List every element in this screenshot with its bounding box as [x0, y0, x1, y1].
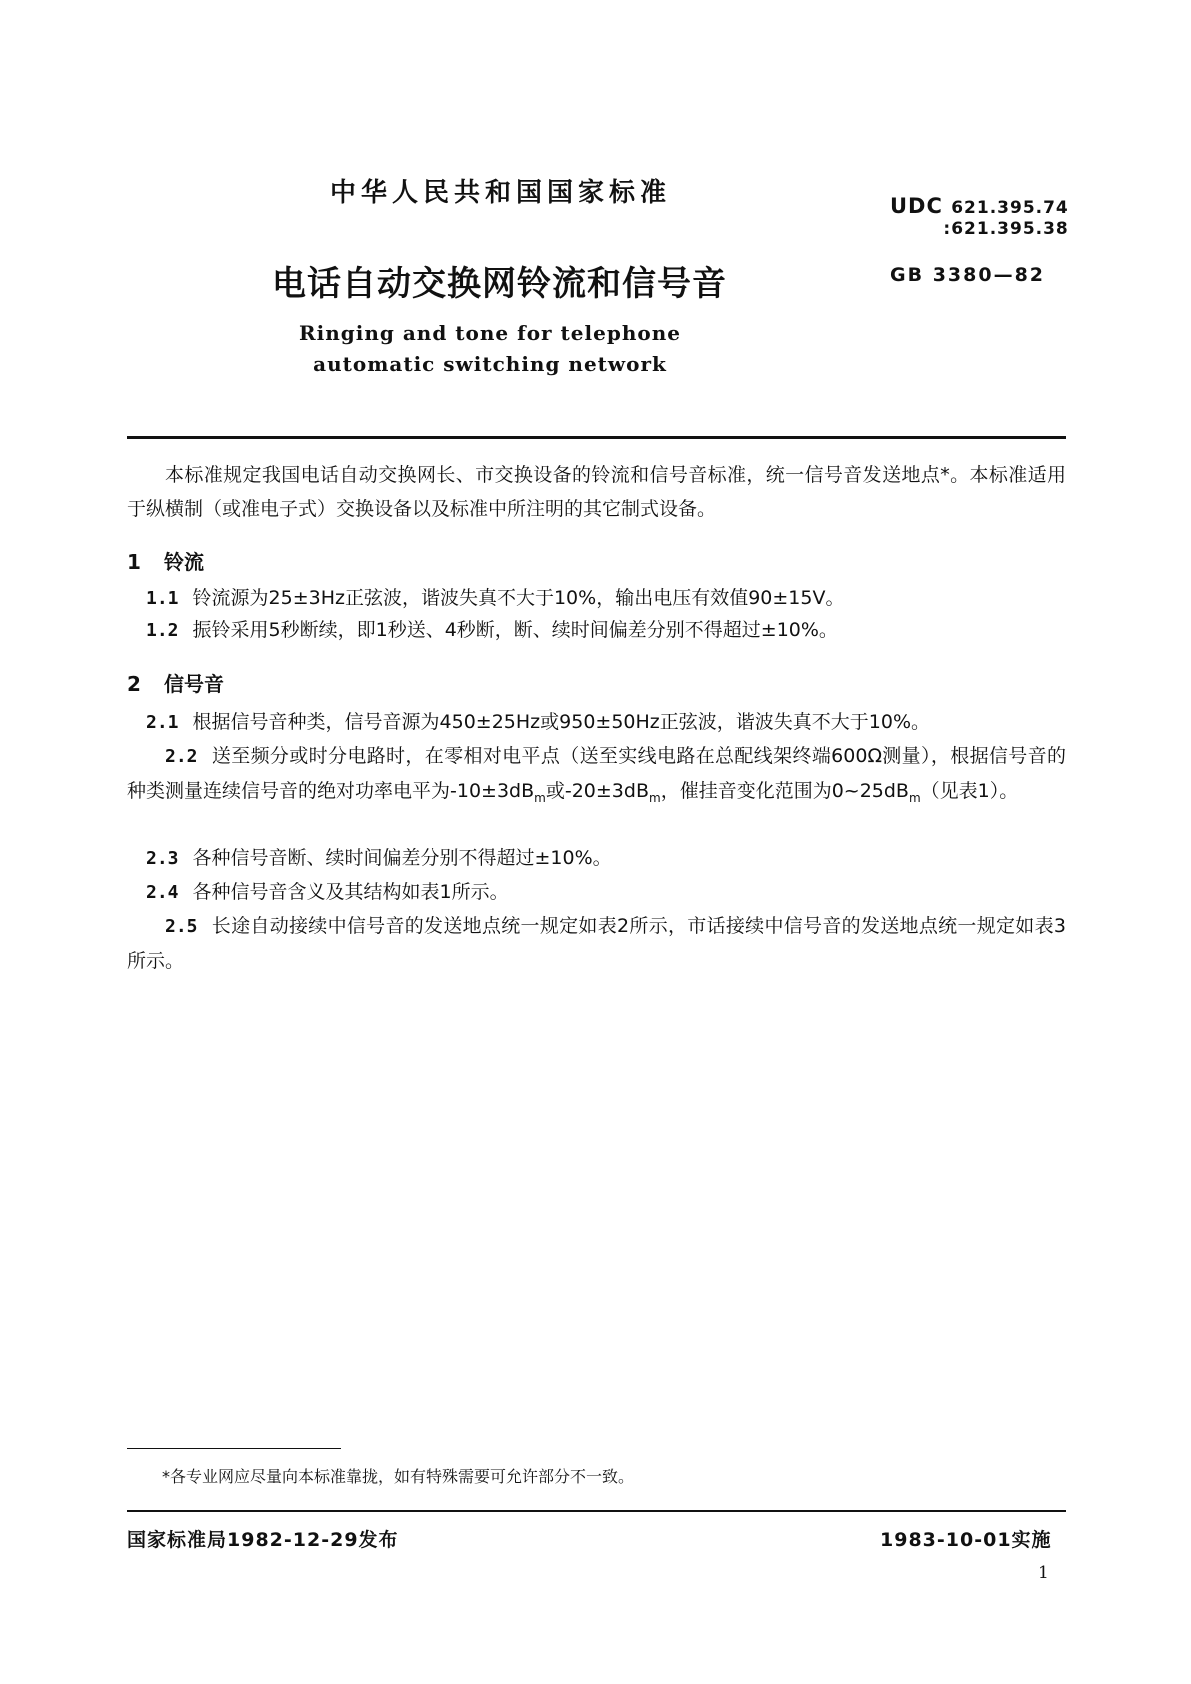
clause-number: 2.1	[146, 712, 179, 733]
clause-2-4	[146, 875, 509, 910]
clause-1-1	[146, 581, 844, 616]
section-1-heading	[127, 546, 204, 575]
clause-number: 1.2	[146, 620, 179, 641]
clause-2-5	[127, 909, 1066, 978]
english-title	[290, 318, 690, 380]
gb-number: GB 3380—82	[890, 264, 1046, 286]
english-title-line-2: automatic switching network	[313, 352, 667, 376]
page-number: 1	[1038, 1563, 1049, 1583]
clause-number: 2.5	[165, 916, 198, 937]
document-title: 电话自动交换网铃流和信号音	[272, 264, 727, 304]
udc-line	[890, 195, 1069, 219]
clause-text-d: （见表1）。	[920, 780, 1019, 802]
unit-subscript: m	[908, 790, 921, 805]
udc-code-2: :621.395.38	[943, 219, 1069, 239]
section-2-heading	[127, 668, 224, 697]
udc-label: UDC	[890, 194, 943, 218]
footnote: *各专业网应尽量向本标准靠拢，如有特殊需要可允许部分不一致。	[162, 1467, 635, 1486]
effective-date: 1983-10-01实施	[880, 1529, 1052, 1551]
clause-text: 铃流源为25±3Hz正弦波，谐波失真不大于10%，输出电压有效值90±15V。	[192, 587, 845, 609]
intro-paragraph: 本标准规定我国电话自动交换网长、市交换设备的铃流和信号音标准，统一信号音发送地点*。本标准适用于纵横制（或准电子式）交换设备以及标准中所注明的其它制式设备。	[127, 464, 1066, 520]
bottom-divider	[127, 1510, 1066, 1512]
standard-org-heading: 中华人民共和国国家标准	[330, 178, 672, 208]
unit-subscript: m	[534, 790, 546, 805]
clause-number: 2.2	[165, 746, 198, 767]
clause-text: 振铃采用5秒断续，即1秒送、4秒断，断、续时间偏差分别不得超过±10%。	[192, 619, 838, 641]
section-2-number: 2	[127, 672, 141, 696]
clause-text-c: ，催挂音变化范围为0~25dB	[660, 780, 909, 802]
clause-1-2	[146, 613, 838, 648]
footnote-divider	[127, 1448, 341, 1449]
clause-text: 各种信号音含义及其结构如表1所示。	[192, 881, 509, 903]
clause-number: 2.3	[146, 848, 179, 869]
clause-number: 1.1	[146, 588, 179, 609]
clause-2-3	[146, 841, 612, 876]
section-1-number: 1	[127, 550, 141, 574]
udc-code-1: 621.395.74	[951, 198, 1069, 218]
clause-text: 根据信号音种类，信号音源为450±25Hz或950±50Hz正弦波，谐波失真不大于10%。	[192, 711, 930, 733]
clause-text-b: 或-20±3dB	[545, 780, 649, 802]
issue-date: 国家标准局1982-12-29发布	[127, 1529, 399, 1551]
clause-text: 长途自动接续中信号音的发送地点统一规定如表2所示，市话接续中信号音的发送地点统一规定如表3所示。	[127, 915, 1066, 972]
section-1-title: 铃流	[163, 550, 204, 574]
clause-2-1	[146, 705, 930, 740]
section-2-title: 信号音	[163, 672, 224, 696]
english-title-line-1: Ringing and tone for telephone	[299, 321, 681, 345]
clause-number: 2.4	[146, 882, 179, 903]
clause-text-a: 送至频分或时分电路时，在零相对电平点（送至实线电路在总配线架终端600Ω测量），根据信号音的种类测量连续信号音的绝对功率电平为-10±3dB	[127, 745, 1066, 802]
udc-block	[890, 195, 1069, 239]
clause-2-2	[127, 739, 1066, 815]
top-divider	[127, 436, 1066, 439]
clause-text: 各种信号音断、续时间偏差分别不得超过±10%。	[192, 847, 612, 869]
unit-subscript: m	[648, 790, 661, 805]
